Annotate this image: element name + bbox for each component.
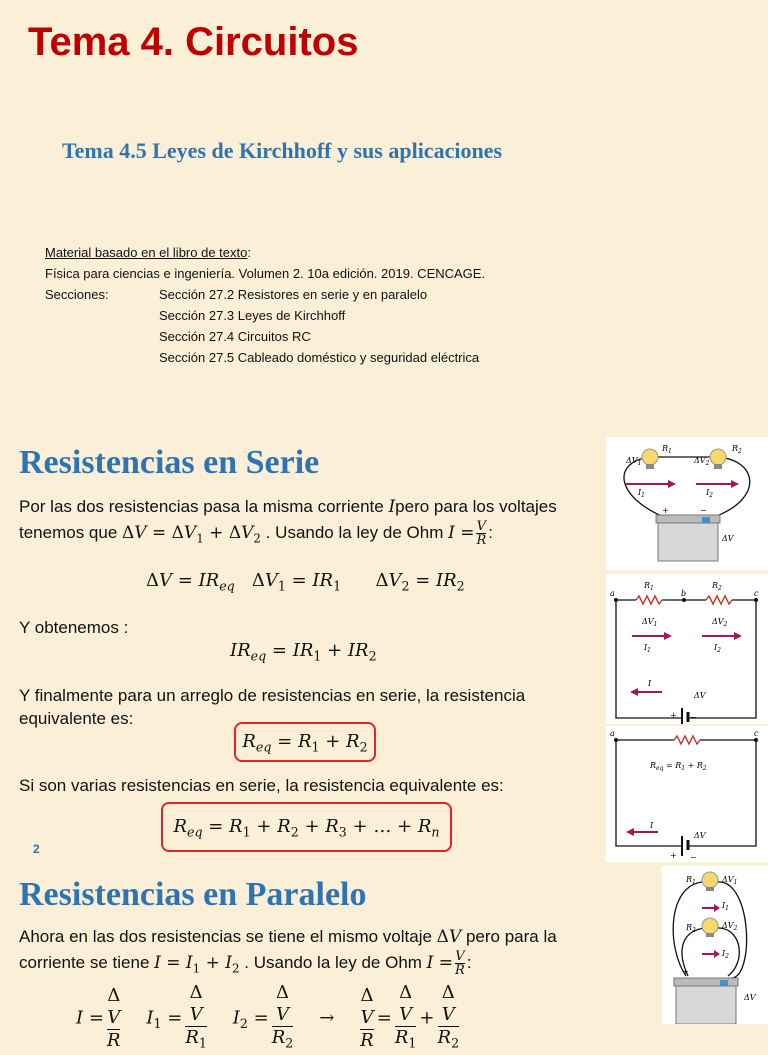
- series-bulbs-figure: [606, 437, 768, 570]
- ohm-law: I = $\frac{V}{R}$: [426, 949, 465, 978]
- bulb-2: [710, 449, 726, 465]
- req-n-box: $R_{eq} = R_1 + R_2 + R_3$ + … + $R_n$: [161, 802, 452, 852]
- diagram-label: $\Delta V_1$: [722, 875, 738, 886]
- finally-text: Y finalmente para un arreglo de resistencias en serie, la resistencia equivalente es:: [19, 686, 526, 728]
- diagram-label: ΔV: [694, 831, 706, 840]
- text: :: [488, 523, 493, 542]
- section-item: Sección 27.3 Leyes de Kirchhoff: [159, 308, 346, 323]
- resistor-1: [636, 596, 662, 604]
- diagram-label: $R_2$: [686, 923, 696, 934]
- text: pero para los voltajes: [395, 497, 557, 516]
- diagram-label: $R_{eq} = R_1 + R_2$: [650, 761, 707, 772]
- slide-1: [0, 0, 768, 430]
- diagram-label: $R_1$: [662, 444, 672, 455]
- resistor-2: [706, 596, 732, 604]
- current-equation: $IR_{eq} = IR_1 + IR_2$: [230, 640, 377, 664]
- bulb-1: [642, 449, 658, 465]
- diagram-label: a: [610, 729, 615, 738]
- voltage-symbol: ΔV: [436, 927, 462, 947]
- current-sum-equation: $I = I_1 + I_2$: [154, 953, 240, 976]
- text: pero para la: [461, 927, 557, 946]
- equivalent-schematic-figure: [606, 726, 768, 862]
- diagram-label: ΔV: [722, 534, 734, 543]
- text: Ahora en las dos resistencias se tiene el mismo voltaje: [19, 927, 437, 946]
- diagram-label: −: [690, 853, 697, 862]
- diagram-label: b: [681, 589, 687, 598]
- diagram-label: +: [670, 711, 677, 720]
- several-text: Si son varias resistencias en serie, la resistencia equivalente es:: [19, 776, 504, 795]
- series-bulbs-diagram: [606, 437, 768, 570]
- diagram-label: $I_2$: [706, 488, 713, 499]
- diagram-label: ΔV: [694, 691, 706, 700]
- diagram-label: +: [662, 506, 669, 515]
- slide-title: Tema 4. Circuitos: [28, 20, 359, 64]
- section-item: Sección 27.2 Resistores en serie y en paralelo: [159, 287, 428, 302]
- diagram-label: $I_2$: [714, 643, 721, 654]
- diagram-label: $R_1$: [686, 875, 696, 886]
- text: . Usando la ley de Ohm: [265, 523, 449, 542]
- material-label-line: [45, 242, 485, 263]
- diagram-label: c: [754, 729, 759, 738]
- parallel-bulbs-figure: [662, 866, 768, 1024]
- obtain-text: Y obtenemos :: [19, 618, 129, 637]
- diagram-label: $R_2$: [732, 444, 742, 455]
- book-reference: Física para ciencias e ingeniería. Volumen 2. 10a edición. 2019. CENCAGE.: [45, 266, 486, 281]
- ohm-equations: $\Delta V = IR_{eq}$ $\Delta V_1 = IR_1$ $\Delta V_2 = IR_2$: [146, 570, 465, 594]
- diagram-label: −: [700, 506, 707, 515]
- diagram-label: $R_2$: [712, 581, 722, 592]
- diagram-label: $I_1$: [644, 643, 651, 654]
- diagram-label: +: [670, 851, 677, 860]
- diagram-label: $\Delta V_2$: [712, 617, 728, 628]
- diagram-label: $I_1$: [638, 488, 645, 499]
- section-item: Sección 27.4 Circuitos RC: [159, 329, 311, 344]
- material-colon: :: [247, 245, 251, 260]
- diagram-label: $I_1$: [722, 901, 729, 912]
- equivalent-resistor: [674, 736, 700, 744]
- diagram-label: c: [754, 589, 759, 598]
- parallel-equations: I = Δ V R $I_1$ = Δ V $R_1$ $I_2$ = Δ V $R_2$ → Δ V R = Δ V $R_1$ + Δ V $R_2$: [76, 982, 462, 1055]
- material-label: Material basado en el libro de texto: [45, 245, 248, 260]
- equivalent-schematic-diagram: [606, 726, 768, 862]
- diagram-label: I: [648, 679, 652, 688]
- sections-label: Secciones:: [45, 287, 109, 302]
- bulb-2: [702, 918, 718, 934]
- text: . Usando la ley de Ohm: [244, 953, 427, 972]
- ohm-law: I = $\frac{V}{R}$: [448, 519, 487, 548]
- series-schematic-figure: [606, 574, 768, 724]
- slide-3: [0, 862, 768, 1051]
- diagram-label: ΔV: [744, 993, 756, 1002]
- diagram-label: $\Delta V_1$: [642, 617, 658, 628]
- slide-subtitle: Tema 4.5 Leyes de Kirchhoff y sus aplicaciones: [62, 138, 503, 163]
- diagram-label: $\Delta V_2$: [722, 921, 738, 932]
- section-item: Sección 27.5 Cableado doméstico y seguridad eléctrica: [159, 350, 480, 365]
- diagram-label: $I_2$: [722, 949, 729, 960]
- text: tenemos que: [19, 523, 123, 542]
- series-schematic-diagram: [606, 574, 768, 724]
- req-two-box: $R_{eq} = R_1 + R_2$: [234, 722, 376, 762]
- diagram-label: $\Delta V_2$: [694, 456, 710, 467]
- text: corriente se tiene: [19, 953, 155, 972]
- diagram-label: −: [690, 713, 697, 722]
- parallel-bulbs-diagram: [662, 866, 768, 1024]
- diagram-label: +: [682, 967, 689, 976]
- current-symbol: I: [388, 497, 396, 517]
- page-number: 2: [33, 842, 40, 856]
- voltage-sum-equation: $\Delta V = \Delta V_1 + \Delta V_2$: [122, 523, 261, 546]
- diagram-label: I: [650, 821, 654, 830]
- text: Por las dos resistencias pasa la misma corriente: [19, 497, 389, 516]
- series-heading: Resistencias en Serie: [19, 444, 320, 481]
- text: :: [466, 953, 472, 972]
- diagram-label: $\Delta V_1$: [626, 456, 642, 467]
- material-reference: [45, 242, 485, 368]
- diagram-label: $R_1$: [644, 581, 654, 592]
- parallel-heading: Resistencias en Paralelo: [19, 876, 367, 913]
- bulb-1: [702, 872, 718, 888]
- parallel-paragraph: [19, 924, 639, 981]
- sections-list: [45, 284, 485, 368]
- diagram-label: a: [610, 589, 615, 598]
- series-paragraph: [19, 494, 599, 551]
